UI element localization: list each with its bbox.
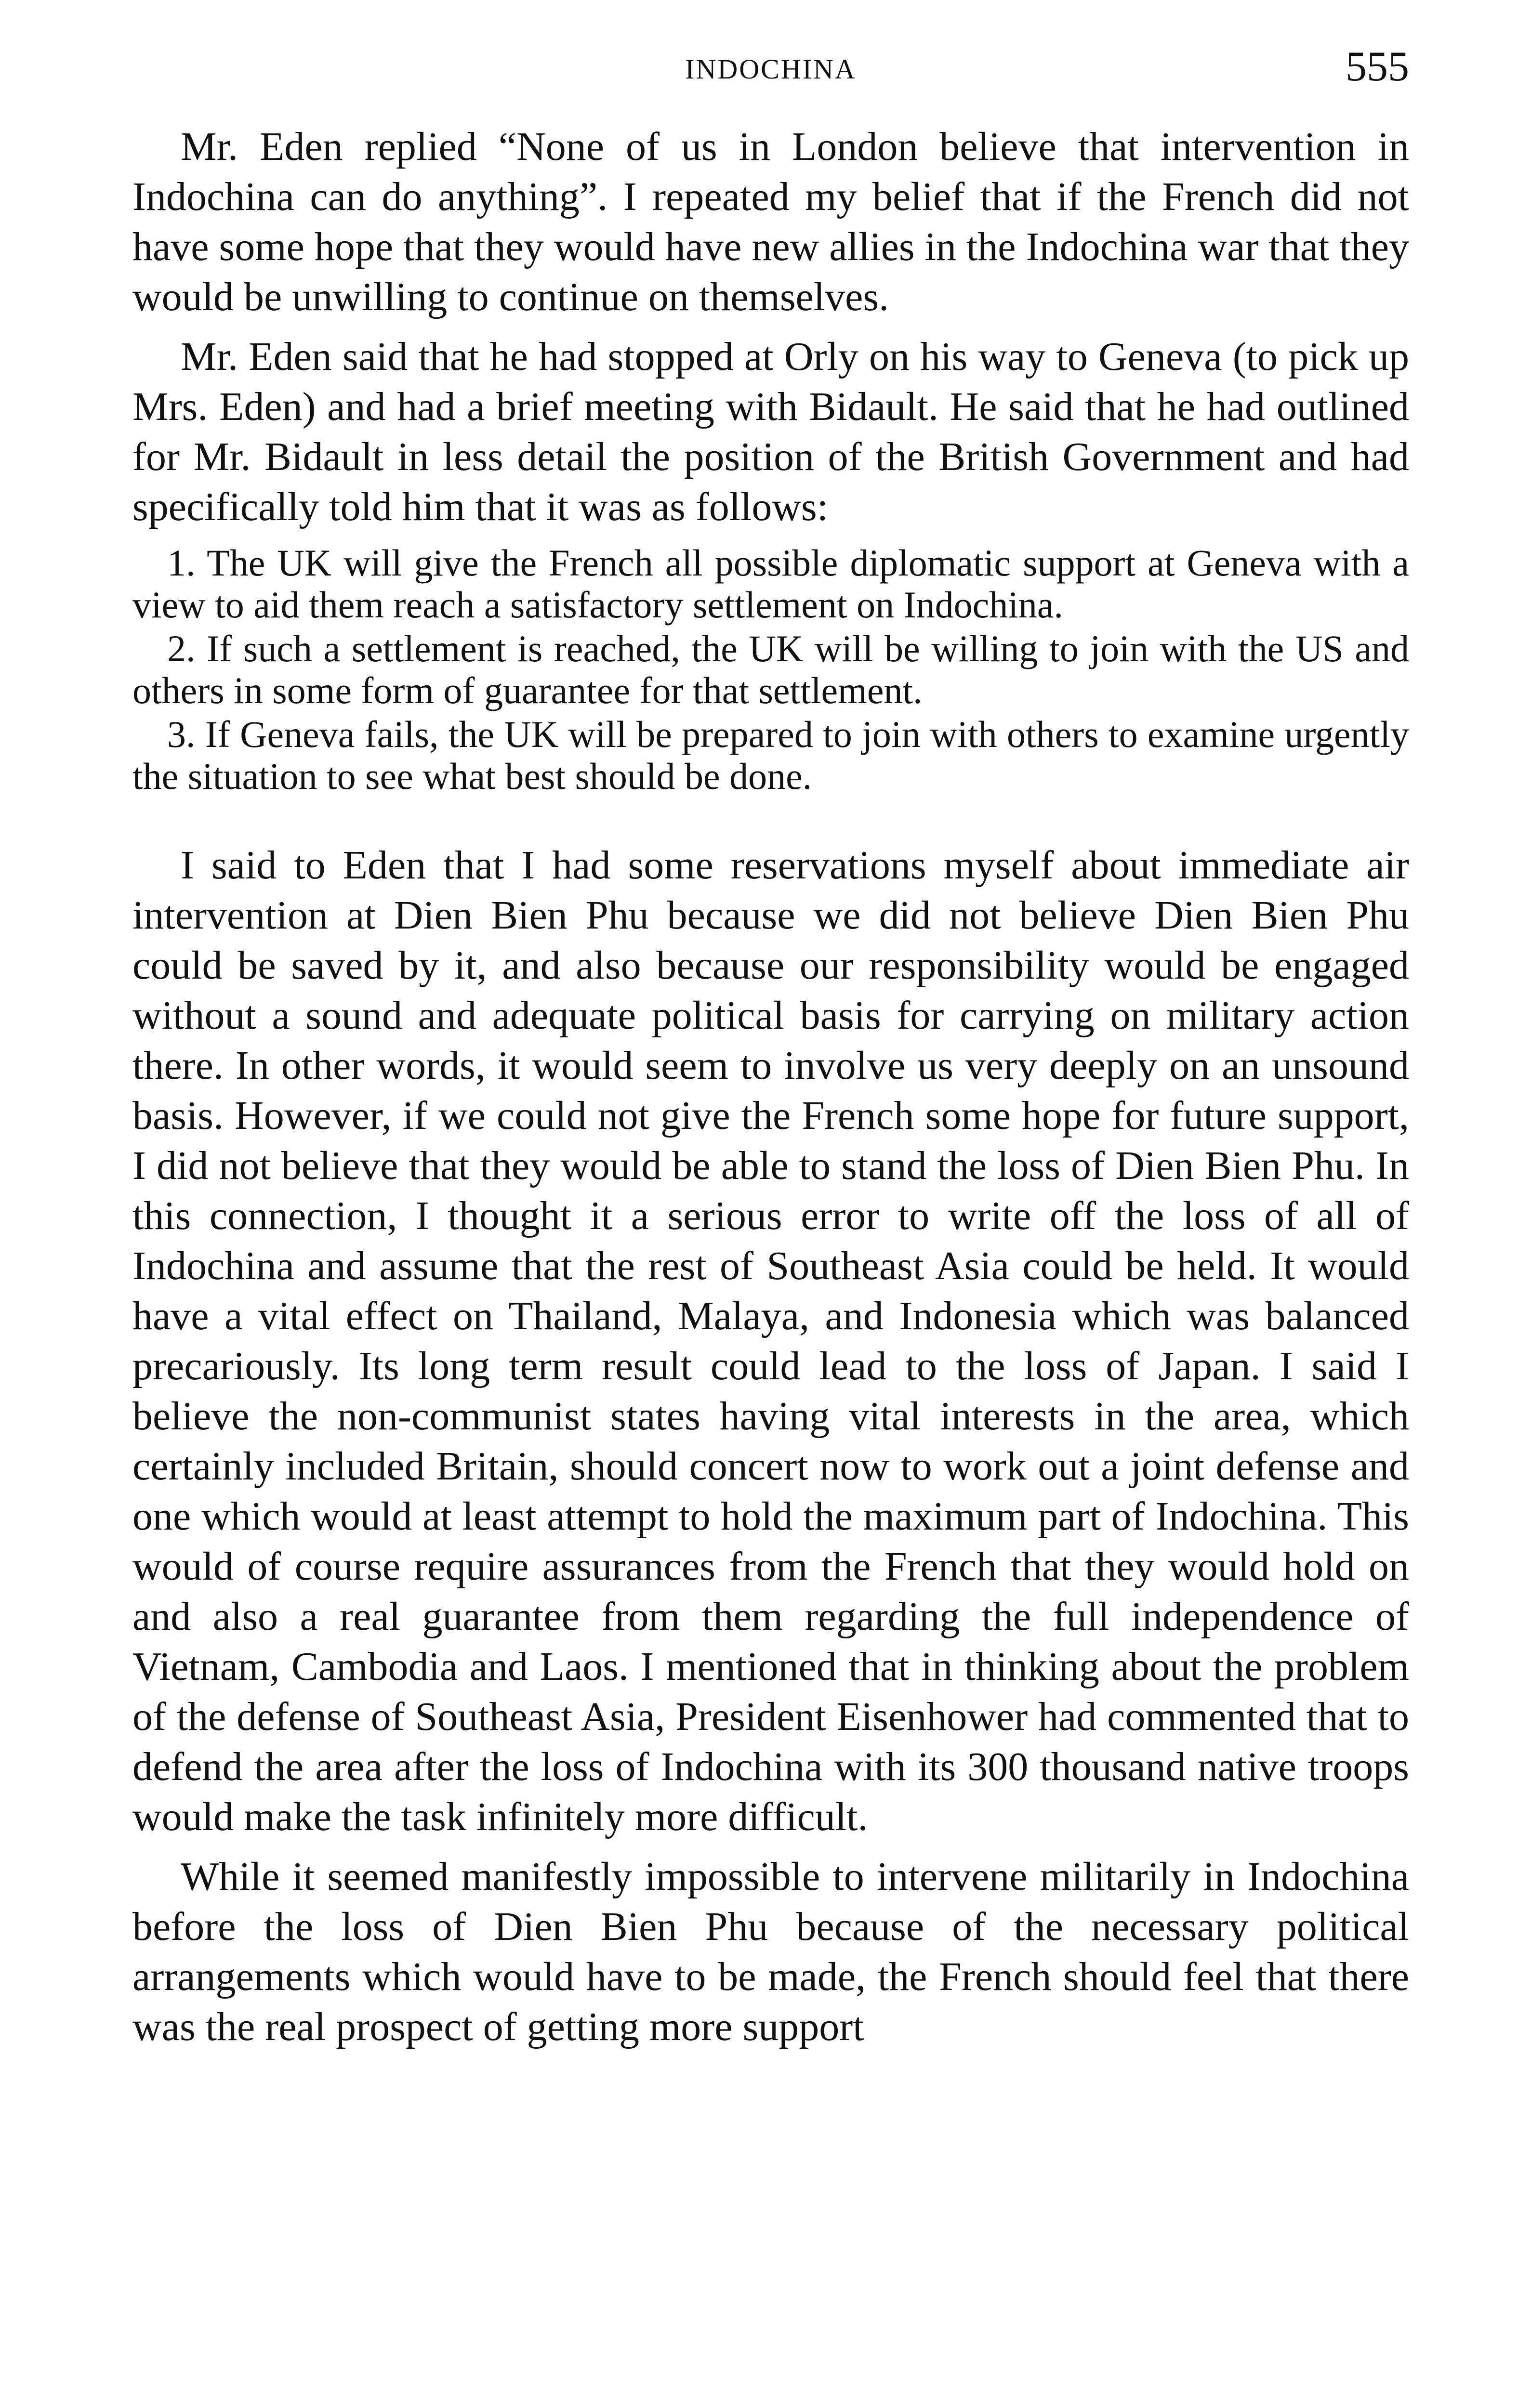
page-number: 555 [1346,43,1409,90]
list-item: 2. If such a settlement is reached, the UK will be willing to join with the US and others in some form of guarantee for that settlement. [132,628,1409,711]
list-item: 1. The UK will give the French all possible diplomatic support at Geneva with a view to aid them reach a satisfactory settlement on Indochina. [132,542,1409,626]
running-header [132,39,1409,96]
paragraph-military-intervention: While it seemed manifestly impossible to intervene militarily in Indochina before the loss of Dien Bien Phu because of the necessary political arrangements which would have to be made, the French should feel that there was the real prospect of getting more support [132,1854,1409,2049]
paragraph-orly-meeting: Mr. Eden said that he had stopped at Orly on his way to Geneva (to pick up Mrs. Eden) and had a brief meeting with Bidault. He said that he had outlined for Mr. Bidault in less detail the position of the British Government and had specifically told him that it was as follows: [132,334,1409,529]
body-text [132,122,1409,2062]
paragraph-eden-reply: Mr. Eden replied “None of us in London believe that intervention in Indochina can do anything”. I repeated my belief that if the French did not have some hope that they would have new allies in the Indochina war that they would be unwilling to continue on themselves. [132,124,1409,319]
british-position-list [132,542,1409,797]
running-title: INDOCHINA [685,53,857,85]
list-item: 3. If Geneva fails, the UK will be prepared to join with others to examine urgently the situation to see what best should be done. [132,713,1409,797]
paragraph-reservations: I said to Eden that I had some reservations myself about immediate air intervention at Dien Bien Phu because we did not believe Dien Bien Phu could be saved by it, and also because our responsibility would be engaged without a sound and adequate political basis for carrying on military action there. In other words, it would seem to involve us very deeply on an unsound basis. However, if we could not give the French some hope for future support, I did not believe that they would be able to stand the loss of Dien Bien Phu. In this connection, I thought it a serious error to write off the loss of all of Indochina and assume that the rest of Southeast Asia could be held. It would have a vital effect on Thailand, Malaya, and Indonesia which was balanced precariously. Its long term result could lead to the loss of Japan. I said I believe the non-communist states having vital interests in the area, which certainly included Britain, should concert now to work out a joint defense and one which would at least attempt to hold the maximum part of Indochina. This would of course require assurances from the French that they would hold on and also a real guarantee from them regarding the full independence of Vietnam, Cambodia and Laos. I mentioned that in thinking about the problem of the defense of Southeast Asia, President Eisenhower had commented that to defend the area after the loss of Indochina with its 300 thousand native troops would make the task infinitely more difficult. [132,843,1409,1839]
